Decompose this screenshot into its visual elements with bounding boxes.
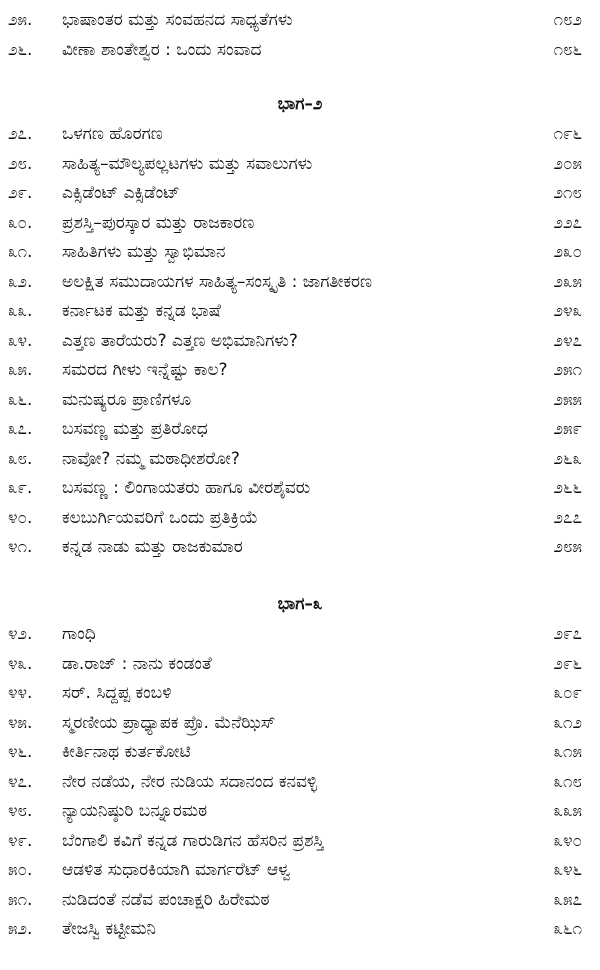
entry-page-number: ೨೬೬ bbox=[553, 478, 582, 498]
entry-title: ಕಲಬುರ್ಗಿಯವರಿಗೆ ಒಂದು ಪ್ರತಿಕ್ರಿಯೆ bbox=[62, 507, 259, 528]
entry-page-number: ೨೯೬ bbox=[553, 653, 582, 674]
entry-title: ಬೆಂಗಾಲಿ ಕವಿಗೆ ಕನ್ನಡ ಗಾರುಡಿಗನ ಹೆಸರಿನ ಪ್ರಶಸ್ತಿ bbox=[62, 830, 324, 851]
entry-number: ೩೫. bbox=[8, 360, 33, 380]
entry-number: ೩೩. bbox=[8, 301, 33, 321]
entry-number: ೩೪. bbox=[8, 330, 33, 351]
entry-page-number: ೩೫೭ bbox=[553, 889, 582, 910]
toc-section-continued bbox=[0, 6, 600, 65]
toc-entry[interactable] bbox=[0, 327, 600, 357]
entry-page-number: ೩೩೫ bbox=[553, 801, 582, 821]
toc-entry[interactable] bbox=[0, 856, 600, 886]
entry-title: ಡಾ.ರಾಜ್ : ನಾನು ಕಂಡಂತೆ bbox=[62, 653, 212, 674]
toc-entry[interactable] bbox=[0, 297, 600, 327]
entry-page-number: ೩೧೨ bbox=[553, 712, 582, 733]
entry-number: ೨೫. bbox=[8, 10, 33, 30]
entry-number: ೨೬. bbox=[8, 39, 33, 60]
toc-entry[interactable] bbox=[0, 650, 600, 680]
entry-page-number: ೨೨೭ bbox=[553, 212, 582, 233]
entry-page-number: ೩೪೦ bbox=[553, 830, 582, 851]
entry-title: ಕರ್ನಾಟಕ ಮತ್ತು ಕನ್ನಡ ಭಾಷೆ bbox=[62, 301, 221, 321]
toc-entry[interactable] bbox=[0, 445, 600, 475]
entry-page-number: ೨೦೫ bbox=[553, 153, 582, 174]
entry-number: ೪೧. bbox=[8, 537, 33, 557]
toc-entry[interactable] bbox=[0, 620, 600, 650]
entry-number: ೨೯. bbox=[8, 183, 33, 203]
entry-title: ಸರ್. ಸಿದ್ದಪ್ಪ ಕಂಬಳಿ bbox=[62, 683, 172, 703]
entry-page-number: ೧೮೬ bbox=[553, 39, 582, 60]
entry-page-number: ೩೧೮ bbox=[553, 771, 582, 792]
entry-number: ೩೦. bbox=[8, 212, 33, 233]
part-2-heading: ಭಾಗ–೨ bbox=[277, 94, 323, 114]
entry-number: ೩೯. bbox=[8, 478, 33, 498]
entry-title: ಕೀರ್ತಿನಾಥ ಕುರ್ತಕೋಟಿ bbox=[62, 742, 191, 762]
entry-number: ೪೬. bbox=[8, 742, 33, 762]
entry-title: ಒಳಗಣ ಹೊರಗಣ bbox=[62, 124, 163, 144]
toc-entry[interactable] bbox=[0, 738, 600, 768]
entry-page-number: ೧೯೬ bbox=[553, 124, 582, 144]
toc-entry[interactable] bbox=[0, 150, 600, 180]
toc-section-part-2 bbox=[0, 120, 600, 563]
entry-page-number: ೨೫೯ bbox=[553, 419, 582, 439]
entry-page-number: ೨೩೫ bbox=[553, 271, 582, 292]
entry-page-number: ೨೯೭ bbox=[553, 624, 582, 644]
entry-title: ಎಕ್ಸಿಡೆಂಟ್ ಎಕ್ಸಿಡೆಂಟ್ bbox=[62, 183, 180, 203]
entry-title: ನೇರ ನಡೆಯ, ನೇರ ನುಡಿಯ ಸದಾನಂದ ಕನವಳ್ಳಿ bbox=[62, 771, 318, 792]
toc-entry[interactable] bbox=[0, 886, 600, 916]
entry-page-number: ೩೬೧ bbox=[553, 919, 582, 939]
toc-entry[interactable] bbox=[0, 386, 600, 416]
entry-title: ನ್ಯಾಯನಿಷ್ಠುರಿ ಬನ್ನೂರಮಠ bbox=[62, 801, 208, 821]
toc-entry[interactable] bbox=[0, 120, 600, 150]
toc-entry[interactable] bbox=[0, 179, 600, 209]
toc-entry[interactable] bbox=[0, 238, 600, 268]
entry-number: ೩೭. bbox=[8, 419, 33, 439]
entry-number: ೪೯. bbox=[8, 830, 33, 851]
toc-entry[interactable] bbox=[0, 504, 600, 534]
entry-page-number: ೨೭೭ bbox=[553, 507, 582, 528]
entry-title: ವೀಣಾ ಶಾಂತೇಶ್ವರ : ಒಂದು ಸಂವಾದ bbox=[62, 39, 262, 60]
toc-entry[interactable] bbox=[0, 6, 600, 36]
entry-title: ಸಾಹಿತ್ಯ–ಮೌಲ್ಯಪಲ್ಲಟಗಳು ಮತ್ತು ಸವಾಲುಗಳು bbox=[62, 153, 313, 174]
entry-page-number: ೨೪೩ bbox=[553, 301, 582, 321]
entry-number: ೫೧. bbox=[8, 889, 33, 910]
entry-title: ನುಡಿದಂತೆ ನಡೆವ ಪಂಚಾಕ್ಷರಿ ಹಿರೇಮಠ bbox=[62, 889, 270, 910]
toc-entry[interactable] bbox=[0, 679, 600, 709]
entry-number: ೪೮. bbox=[8, 801, 33, 821]
toc-entry[interactable] bbox=[0, 915, 600, 945]
entry-page-number: ೨೪೭ bbox=[553, 330, 582, 351]
entry-title: ಪ್ರಶಸ್ತಿ–ಪುರಸ್ಕಾರ ಮತ್ತು ರಾಜಕಾರಣ bbox=[62, 212, 255, 233]
part-3-heading: ಭಾಗ–೩ bbox=[277, 594, 323, 614]
entry-number: ೨೭. bbox=[8, 124, 33, 144]
toc-entry[interactable] bbox=[0, 474, 600, 504]
entry-title: ಬಸವಣ್ಣ : ಲಿಂಗಾಯತರು ಹಾಗೂ ವೀರಶೈವರು bbox=[62, 478, 311, 498]
entry-page-number: ೨೩೦ bbox=[553, 242, 582, 262]
entry-number: ೩೬. bbox=[8, 389, 33, 410]
entry-page-number: ೧೮೨ bbox=[553, 10, 582, 30]
entry-page-number: ೨೫೫ bbox=[553, 389, 582, 410]
toc-section-part-3 bbox=[0, 620, 600, 945]
entry-page-number: ೩೪೬ bbox=[553, 860, 582, 880]
toc-entry[interactable] bbox=[0, 827, 600, 857]
entry-number: ೪೨. bbox=[8, 624, 33, 644]
toc-entry[interactable] bbox=[0, 709, 600, 739]
entry-title: ಮನುಷ್ಯರೂ ಪ್ರಾಣಿಗಳೂ bbox=[62, 389, 192, 410]
toc-entry[interactable] bbox=[0, 768, 600, 798]
entry-title: ಸಮರದ ಗೀಳು ಇನ್ನೆಷ್ಟು ಕಾಲ? bbox=[62, 360, 228, 380]
entry-number: ೪೦. bbox=[8, 507, 33, 528]
entry-title: ಆಡಳಿತ ಸುಧಾರಕಿಯಾಗಿ ಮಾರ್ಗರೆಟ್ ಆಳ್ವ bbox=[62, 860, 291, 880]
entry-page-number: ೨೬೩ bbox=[553, 448, 582, 469]
toc-entry[interactable] bbox=[0, 797, 600, 827]
entry-number: ೪೭. bbox=[8, 771, 33, 792]
entry-title: ಸಾಹಿತಿಗಳು ಮತ್ತು ಸ್ವಾಭಿಮಾನ bbox=[62, 242, 226, 262]
entry-title: ಎತ್ತಣ ತಾರೆಯರು? ಎತ್ತಣ ಅಭಿಮಾನಿಗಳು? bbox=[62, 330, 298, 351]
toc-entry[interactable] bbox=[0, 533, 600, 563]
entry-title: ಸ್ಮರಣೀಯ ಪ್ರಾಧ್ಯಾಪಕ ಪ್ರೊ. ಮೆನೆಝಿಸ್ bbox=[62, 712, 276, 733]
entry-number: ೩೧. bbox=[8, 242, 33, 262]
entry-page-number: ೨೧೮ bbox=[553, 183, 582, 203]
toc-entry[interactable] bbox=[0, 415, 600, 445]
toc-entry[interactable] bbox=[0, 209, 600, 239]
toc-entry[interactable] bbox=[0, 36, 600, 66]
entry-title: ನಾವೋ? ನಮ್ಮ ಮಠಾಧೀಶರೋ? bbox=[62, 448, 240, 469]
entry-page-number: ೩೧೫ bbox=[553, 742, 582, 762]
entry-title: ಭಾಷಾಂತರ ಮತ್ತು ಸಂವಹನದ ಸಾಧ್ಯತೆಗಳು bbox=[62, 10, 293, 30]
entry-title: ಅಲಕ್ಷಿತ ಸಮುದಾಯಗಳ ಸಾಹಿತ್ಯ–ಸಂಸ್ಕೃತಿ : ಜಾಗತೀಕರಣ bbox=[62, 271, 373, 292]
entry-title: ಗಾಂಧಿ bbox=[62, 624, 96, 644]
entry-number: ೫೦. bbox=[8, 860, 33, 880]
entry-page-number: ೨೫೧ bbox=[553, 360, 582, 380]
entry-number: ೪೪. bbox=[8, 683, 33, 703]
entry-number: ೫೨. bbox=[8, 919, 33, 939]
entry-number: ೪೩. bbox=[8, 653, 33, 674]
entry-title: ಬಸವಣ್ಣ ಮತ್ತು ಪ್ರತಿರೋಧ bbox=[62, 419, 208, 439]
toc-entry[interactable] bbox=[0, 356, 600, 386]
entry-title: ತೇಜಸ್ವಿ ಕಟ್ಟೀಮನಿ bbox=[62, 919, 156, 939]
entry-title: ಕನ್ನಡ ನಾಡು ಮತ್ತು ರಾಜಕುಮಾರ bbox=[62, 537, 243, 557]
entry-number: ೨೮. bbox=[8, 153, 33, 174]
entry-page-number: ೨೮೫ bbox=[553, 537, 582, 557]
entry-number: ೩೮. bbox=[8, 448, 33, 469]
entry-number: ೩೨. bbox=[8, 271, 33, 292]
entry-number: ೪೫. bbox=[8, 712, 33, 733]
entry-page-number: ೩೦೯ bbox=[553, 683, 582, 703]
toc-entry[interactable] bbox=[0, 268, 600, 298]
